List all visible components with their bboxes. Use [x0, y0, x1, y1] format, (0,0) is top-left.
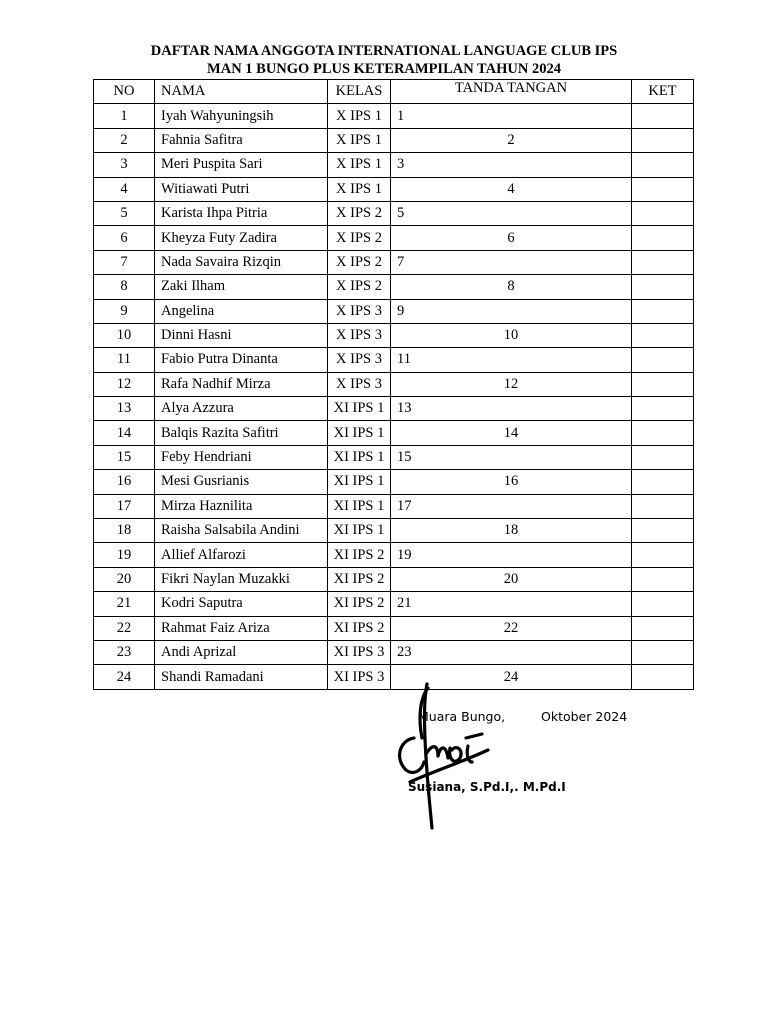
row-no: 14: [94, 421, 155, 445]
row-nama: Meri Puspita Sari: [155, 153, 328, 177]
row-nama: Kheyza Futy Zadira: [155, 226, 328, 250]
row-ket: [632, 250, 694, 274]
row-tanda-tangan: 1: [391, 104, 632, 128]
table-row: [94, 153, 694, 177]
row-kelas: X IPS 3: [328, 348, 391, 372]
row-nama: Zaki Ilham: [155, 275, 328, 299]
row-no: 11: [94, 348, 155, 372]
table-row: [94, 445, 694, 469]
row-nama: Fikri Naylan Muzakki: [155, 567, 328, 591]
row-no: 1: [94, 104, 155, 128]
row-nama: Karista Ihpa Pitria: [155, 201, 328, 225]
row-tanda-tangan: 12: [391, 372, 632, 396]
row-nama: Fahnia Safitra: [155, 128, 328, 152]
row-kelas: X IPS 1: [328, 177, 391, 201]
row-ket: [632, 567, 694, 591]
row-kelas: X IPS 3: [328, 299, 391, 323]
row-no: 10: [94, 323, 155, 347]
table-row: [94, 519, 694, 543]
row-nama: Raisha Salsabila Andini: [155, 519, 328, 543]
table-row: [94, 421, 694, 445]
table-row: [94, 616, 694, 640]
row-no: 20: [94, 567, 155, 591]
row-tanda-tangan: 2: [391, 128, 632, 152]
row-tanda-tangan: 10: [391, 323, 632, 347]
row-tanda-tangan: 14: [391, 421, 632, 445]
row-kelas: XI IPS 1: [328, 445, 391, 469]
row-nama: Rahmat Faiz Ariza: [155, 616, 328, 640]
row-kelas: XI IPS 2: [328, 567, 391, 591]
table-row: [94, 543, 694, 567]
row-tanda-tangan: 21: [391, 592, 632, 616]
row-no: 23: [94, 640, 155, 664]
row-no: 2: [94, 128, 155, 152]
row-kelas: XI IPS 2: [328, 616, 391, 640]
row-ket: [632, 153, 694, 177]
column-header-tanda-tangan: TANDA TANGAN: [391, 80, 632, 104]
row-tanda-tangan: 20: [391, 567, 632, 591]
row-nama: Allief Alfarozi: [155, 543, 328, 567]
row-ket: [632, 445, 694, 469]
row-ket: [632, 226, 694, 250]
row-no: 15: [94, 445, 155, 469]
row-no: 18: [94, 519, 155, 543]
signature-place: Muara Bungo,: [418, 709, 506, 724]
signatory-name: Susiana, S.Pd.I,. M.Pd.I: [408, 780, 566, 794]
row-kelas: X IPS 2: [328, 201, 391, 225]
table-row: [94, 494, 694, 518]
column-header-no: NO: [94, 80, 155, 104]
row-kelas: XI IPS 2: [328, 543, 391, 567]
row-no: 16: [94, 470, 155, 494]
row-no: 7: [94, 250, 155, 274]
row-nama: Angelina: [155, 299, 328, 323]
row-no: 24: [94, 665, 155, 689]
row-ket: [632, 592, 694, 616]
row-ket: [632, 299, 694, 323]
row-kelas: XI IPS 3: [328, 640, 391, 664]
row-no: 8: [94, 275, 155, 299]
row-nama: Rafa Nadhif Mirza: [155, 372, 328, 396]
table-row: [94, 348, 694, 372]
row-nama: Mirza Haznilita: [155, 494, 328, 518]
row-no: 3: [94, 153, 155, 177]
member-table: [93, 79, 694, 690]
table-row: [94, 470, 694, 494]
row-kelas: X IPS 2: [328, 250, 391, 274]
table-row: [94, 177, 694, 201]
row-ket: [632, 275, 694, 299]
row-kelas: X IPS 2: [328, 275, 391, 299]
row-kelas: XI IPS 1: [328, 397, 391, 421]
row-ket: [632, 494, 694, 518]
row-kelas: X IPS 3: [328, 372, 391, 396]
row-tanda-tangan: 18: [391, 519, 632, 543]
row-no: 9: [94, 299, 155, 323]
row-nama: Dinni Hasni: [155, 323, 328, 347]
row-tanda-tangan: 19: [391, 543, 632, 567]
row-tanda-tangan: 11: [391, 348, 632, 372]
row-tanda-tangan: 15: [391, 445, 632, 469]
table-row: [94, 128, 694, 152]
table-row: [94, 372, 694, 396]
table-row: [94, 397, 694, 421]
row-nama: Feby Hendriani: [155, 445, 328, 469]
row-tanda-tangan: 9: [391, 299, 632, 323]
table-row: [94, 226, 694, 250]
row-ket: [632, 397, 694, 421]
row-nama: Witiawati Putri: [155, 177, 328, 201]
row-ket: [632, 372, 694, 396]
column-header-kelas: KELAS: [328, 80, 391, 104]
row-ket: [632, 323, 694, 347]
row-ket: [632, 616, 694, 640]
row-nama: Fabio Putra Dinanta: [155, 348, 328, 372]
row-tanda-tangan: 7: [391, 250, 632, 274]
row-kelas: XI IPS 3: [328, 665, 391, 689]
table-row: [94, 201, 694, 225]
row-ket: [632, 519, 694, 543]
row-nama: Mesi Gusrianis: [155, 470, 328, 494]
document-title-line1: DAFTAR NAMA ANGGOTA INTERNATIONAL LANGUAGE CLUB IPS: [150, 43, 618, 59]
table-row: [94, 104, 694, 128]
row-kelas: X IPS 1: [328, 104, 391, 128]
row-ket: [632, 665, 694, 689]
table-row: [94, 567, 694, 591]
row-ket: [632, 543, 694, 567]
row-tanda-tangan: 13: [391, 397, 632, 421]
row-kelas: XI IPS 1: [328, 470, 391, 494]
row-no: 12: [94, 372, 155, 396]
row-kelas: XI IPS 1: [328, 519, 391, 543]
row-nama: Nada Savaira Rizqin: [155, 250, 328, 274]
row-ket: [632, 640, 694, 664]
table-row: [94, 640, 694, 664]
row-tanda-tangan: 24: [391, 665, 632, 689]
table-row: [94, 592, 694, 616]
row-nama: Shandi Ramadani: [155, 665, 328, 689]
row-no: 19: [94, 543, 155, 567]
row-ket: [632, 104, 694, 128]
row-no: 5: [94, 201, 155, 225]
row-tanda-tangan: 8: [391, 275, 632, 299]
row-tanda-tangan: 3: [391, 153, 632, 177]
row-tanda-tangan: 4: [391, 177, 632, 201]
row-ket: [632, 348, 694, 372]
handwritten-signature-icon: [392, 678, 492, 838]
row-tanda-tangan: 17: [391, 494, 632, 518]
signature-date: Oktober 2024: [541, 709, 628, 724]
row-nama: Alya Azzura: [155, 397, 328, 421]
table-row: [94, 250, 694, 274]
table-header-row: [94, 80, 694, 104]
row-no: 21: [94, 592, 155, 616]
row-kelas: X IPS 2: [328, 226, 391, 250]
row-tanda-tangan: 22: [391, 616, 632, 640]
row-nama: Balqis Razita Safitri: [155, 421, 328, 445]
row-kelas: XI IPS 2: [328, 592, 391, 616]
row-kelas: X IPS 1: [328, 153, 391, 177]
row-no: 13: [94, 397, 155, 421]
table-row: [94, 299, 694, 323]
row-tanda-tangan: 5: [391, 201, 632, 225]
table-body: [94, 104, 694, 689]
row-tanda-tangan: 16: [391, 470, 632, 494]
table-row: [94, 323, 694, 347]
row-ket: [632, 421, 694, 445]
column-header-nama: NAMA: [155, 80, 328, 104]
row-no: 4: [94, 177, 155, 201]
row-tanda-tangan: 6: [391, 226, 632, 250]
row-ket: [632, 201, 694, 225]
column-header-ket: KET: [632, 80, 694, 104]
row-ket: [632, 470, 694, 494]
row-nama: Iyah Wahyuningsih: [155, 104, 328, 128]
row-ket: [632, 177, 694, 201]
row-tanda-tangan: 23: [391, 640, 632, 664]
row-nama: Kodri Saputra: [155, 592, 328, 616]
row-no: 22: [94, 616, 155, 640]
row-kelas: X IPS 3: [328, 323, 391, 347]
row-no: 6: [94, 226, 155, 250]
row-no: 17: [94, 494, 155, 518]
document-title-line2: MAN 1 BUNGO PLUS KETERAMPILAN TAHUN 2024: [207, 61, 561, 77]
row-ket: [632, 128, 694, 152]
table-row: [94, 275, 694, 299]
row-nama: Andi Aprizal: [155, 640, 328, 664]
row-kelas: XI IPS 1: [328, 421, 391, 445]
row-kelas: X IPS 1: [328, 128, 391, 152]
row-kelas: XI IPS 1: [328, 494, 391, 518]
